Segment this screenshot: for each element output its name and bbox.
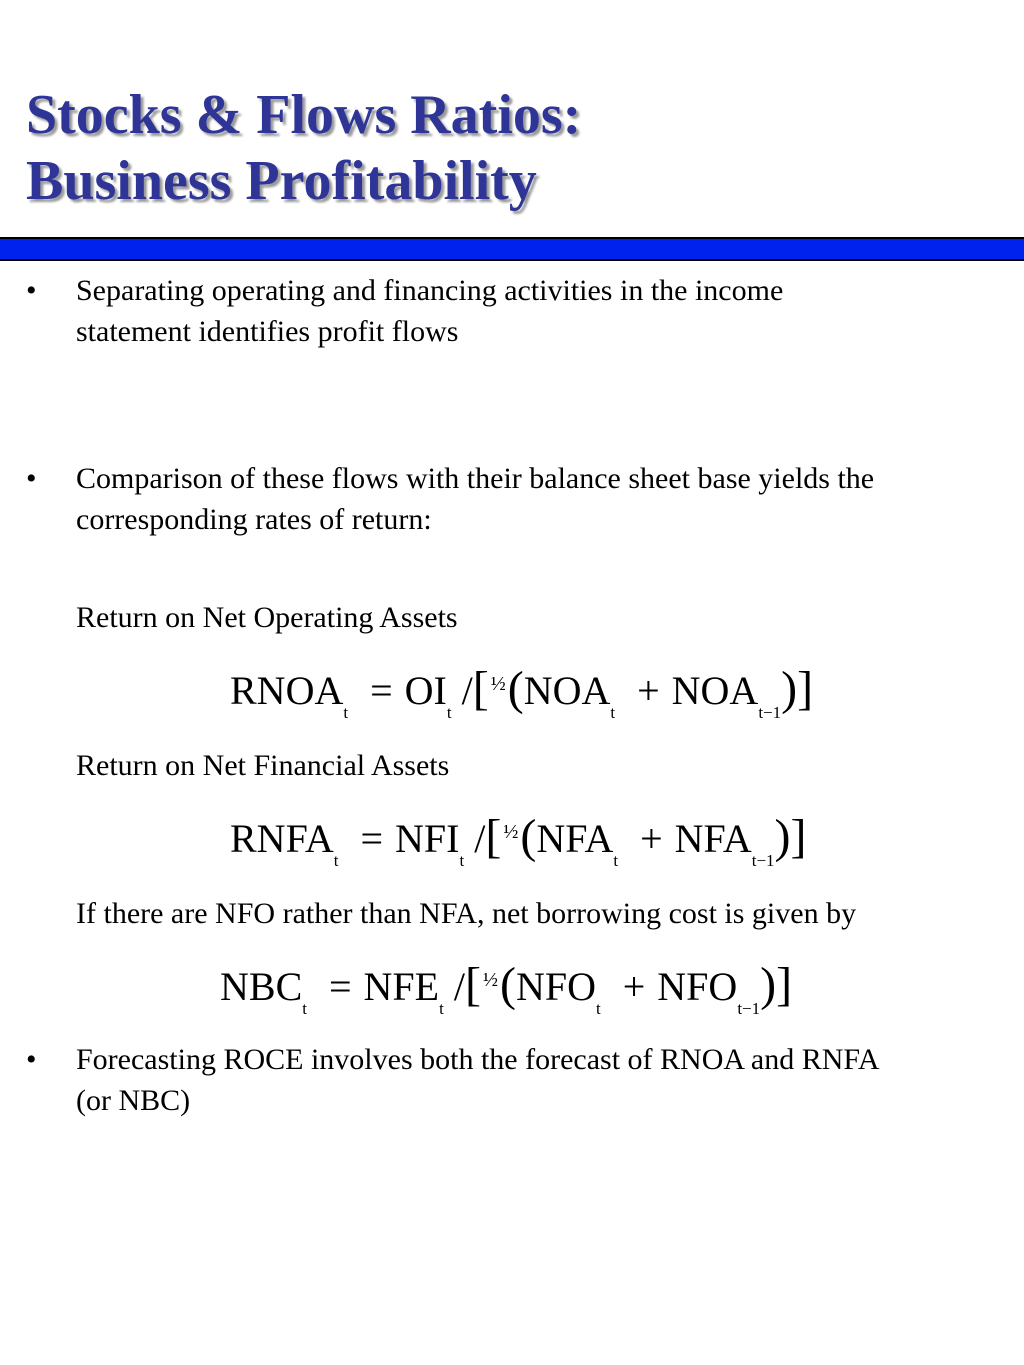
right-paren: ) [781, 662, 798, 715]
subscript: t [439, 999, 444, 1018]
equals-sign: = [370, 668, 393, 713]
bullet-1-line-2: statement identifies profit flows [76, 315, 459, 348]
bullet-marker: • [26, 1043, 37, 1076]
subscript: t [610, 703, 616, 722]
divide-slash: / [461, 668, 473, 713]
subscript: t−1 [758, 703, 782, 722]
formula-numerator: NFI [395, 816, 460, 861]
plus-sign: + [622, 964, 646, 1009]
divide-slash: / [474, 816, 486, 861]
half-fraction: ½ [482, 969, 498, 991]
subscript: t [459, 851, 465, 870]
subscript: t−1 [737, 999, 761, 1018]
formula-numerator: NFE [363, 964, 440, 1009]
equals-sign: = [328, 964, 352, 1009]
title-divider [0, 237, 1024, 261]
left-bracket: [ [472, 662, 489, 715]
subscript: t [595, 999, 601, 1018]
rnfa-label: Return on Net Financial Assets [76, 749, 450, 782]
page-title [26, 82, 581, 214]
nbc-label: If there are NFO rather than NFA, net borrowing cost is given by [76, 897, 857, 930]
right-bracket: ] [797, 662, 814, 715]
subscript: t−1 [751, 851, 775, 870]
left-paren: ( [499, 958, 516, 1011]
right-paren: ) [774, 810, 791, 863]
formula-term-a: NFO [515, 964, 596, 1009]
bullet-1-line-1: Separating operating and financing activities in the income [76, 274, 784, 307]
formula-term-a: NOA [523, 668, 611, 713]
half-fraction: ½ [503, 821, 519, 843]
left-bracket: [ [464, 958, 481, 1011]
right-bracket: ] [776, 958, 793, 1011]
formula-lhs: RNFA [230, 816, 334, 861]
nbc-formula [220, 956, 792, 1033]
bullet-2-line-2: corresponding rates of return: [76, 503, 432, 536]
left-paren: ( [520, 810, 537, 863]
subscript: t [446, 703, 452, 722]
formula-term-b: NOA [671, 668, 759, 713]
formula-lhs: NBC [220, 964, 303, 1009]
plus-sign: + [637, 668, 660, 713]
formula-numerator: OI [404, 668, 447, 713]
rnfa-formula [230, 808, 807, 885]
divide-slash: / [453, 964, 465, 1009]
half-fraction: ½ [490, 673, 506, 695]
plus-sign: + [640, 816, 663, 861]
formula-term-b: NFA [674, 816, 752, 861]
subscript: t [333, 851, 339, 870]
rnoa-formula [230, 660, 813, 737]
rnoa-label: Return on Net Operating Assets [76, 601, 458, 634]
right-bracket: ] [790, 810, 807, 863]
subscript: t [343, 703, 349, 722]
bullet-marker: • [26, 274, 37, 307]
bullet-2-line-1: Comparison of these flows with their balance sheet base yields the [76, 462, 875, 495]
left-paren: ( [507, 662, 524, 715]
title-line-2: Business Profitability [26, 150, 537, 212]
equals-sign: = [360, 816, 384, 861]
bullet-marker: • [26, 462, 37, 495]
bullet-3-line-2: (or NBC) [76, 1084, 191, 1117]
subscript: t [302, 999, 307, 1018]
formula-term-b: NFO [657, 964, 738, 1009]
left-bracket: [ [485, 810, 502, 863]
right-paren: ) [760, 958, 777, 1011]
bullet-3-line-1: Forecasting ROCE involves both the forecast of RNOA and RNFA [76, 1043, 880, 1076]
subscript: t [613, 851, 619, 870]
formula-term-a: NFA [536, 816, 614, 861]
title-line-1: Stocks & Flows Ratios: [26, 84, 582, 146]
formula-lhs: RNOA [230, 668, 344, 713]
